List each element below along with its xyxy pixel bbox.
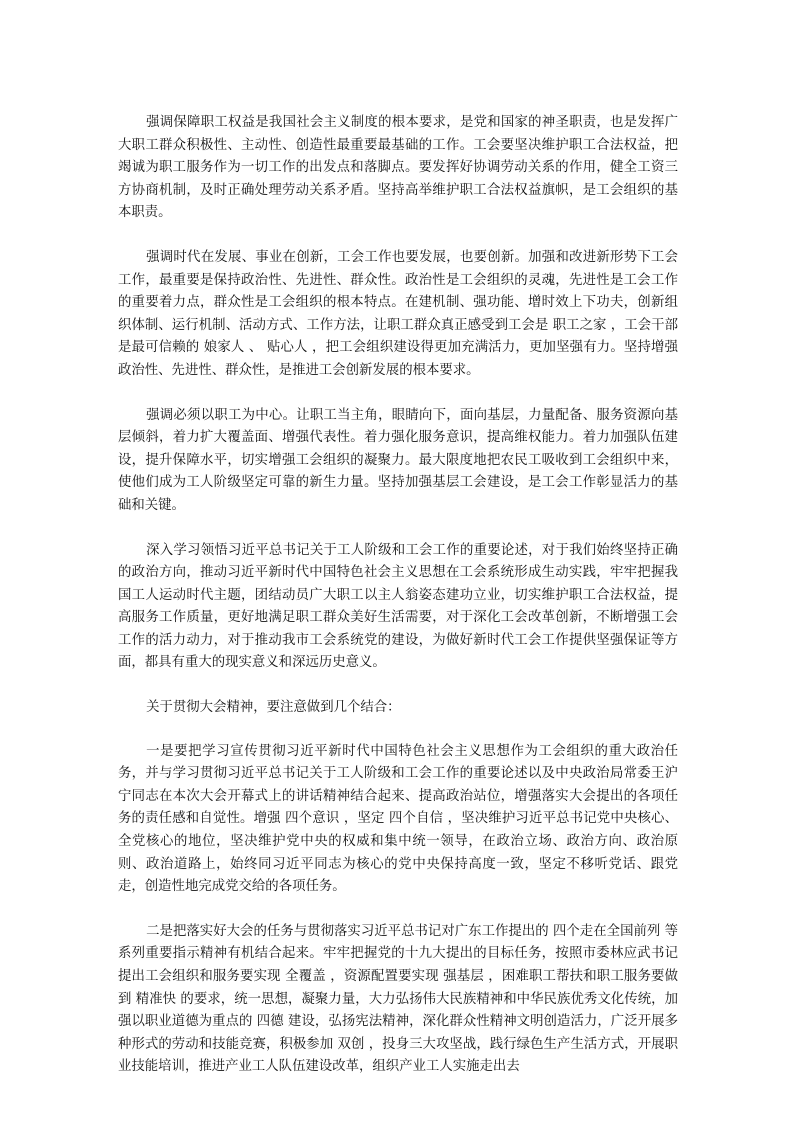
paragraph-worker-centered: 强调必须以职工为中心。让职工当主角，眼睛向下，面向基层，力量配备、服务资源向基层倾斜，着力扩大覆盖面、增强代表性。着力强化服务意识，提高维权能力。着力加强队伍建设，提升保障水平，切实增强工会组织的凝聚力。最大限度地把农民工吸收到工会组织中来，使他们成为工人阶级坚定可靠的新生力量。坚持加强基层工会建设，是工会工作彰显活力的基础和关键。 <box>118 407 678 513</box>
paragraph-study-significance: 深入学习领悟习近平总书记关于工人阶级和工会工作的重要论述，对于我们始终坚持正确的政治方向，推动习近平新时代中国特色社会主义思想在工会系统形成生动实践，牢牢把握我国工人运动时代主题，团结动员广大职工以主人翁姿态建功立业，切实维护职工合法权益，提高服务工作质量，更好地满足职工群众美好生活需要，对于深化工会改革创新，不断增强工会工作的活力动力，对于推动我市工会系统党的建设，为做好新时代工会工作提供坚强保证等方面，都具有重大的现实意义和深远历史意义。 <box>118 542 678 671</box>
document-body <box>118 112 678 1101</box>
paragraph-innovation: 强调时代在发展、事业在创新，工会工作也要发展，也要创新。加强和改进新形势下工会工作，最重要是保持政治性、先进性、群众性。政治性是工会组织的灵魂，先进性是工会工作的重要着力点，群众性是工会组织的根本特点。在建机制、强功能、增时效上下功夫，创新组织体制、运行机制、活动方式、工作方法，让职工群众真正感受到工会是 职工之家 ，工会干部是最可信赖的 娘家人 、 贴心人 ，把工会组织建设得更加充满活力，更加坚强有力。坚持增强政治性、先进性、群众性，是推进工会创新发展的根本要求。 <box>118 249 678 378</box>
paragraph-first-combination: 一是要把学习宣传贯彻习近平新时代中国特色社会主义思想作为工会组织的重大政治任务，并与学习贯彻习近平总书记关于工人阶级和工会工作的重要论述以及中央政治局常委王沪宁同志在本次大会开幕式上的讲话精神结合起来、提高政治站位，增强落实大会提出的各项任务的责任感和自觉性。增强 四个意识 ，坚定 四个自信 ，坚决维护习近平总书记党中央核心、全党核心的地位，坚决维护党中央的权威和集中统一领导，在政治立场、政治方向、政治原则、政治道路上，始终同习近平同志为核心的党中央保持高度一致，坚定不移听党话、跟党走，创造性地完成党交给的各项任务。 <box>118 743 678 895</box>
paragraph-combinations-intro: 关于贯彻大会精神，要注意做到几个结合： <box>146 700 401 716</box>
paragraph-second-combination: 二是把落实好大会的任务与贯彻落实习近平总书记对广东工作提出的 四个走在全国前列 等系列重要指示精神有机结合起来。牢牢把握党的十九大提出的目标任务，按照市委林应武书记提出工会组织和服务要实现 全覆盖 ，资源配置要实现 强基层 ，困难职工帮扶和职工服务要做到 精准快 的要求，统一思想，凝聚力量，大力弘扬伟大民族精神和中华民族优秀文化传统，加强以职业道德为重点的 四德 建设，弘扬宪法精神，深化群众性精神文明创造活力，广泛开展多种形式的劳动和技能竞赛，积极参加 双创 ，投身三大攻坚战，践行绿色生产生活方式，开展职业技能培训，推进产业工人队伍建设改革，组织产业工人实施走出去 <box>118 923 678 1075</box>
paragraph-worker-rights: 强调保障职工权益是我国社会主义制度的根本要求，是党和国家的神圣职责，也是发挥广大职工群众积极性、主动性、创造性最重要最基础的工作。工会要坚决维护职工合法权益，把竭诚为职工服务作为一切工作的出发点和落脚点。要发挥好协调劳动关系的作用，健全工资三方协商机制，及时正确处理劳动关系矛盾。坚持高举维护职工合法权益旗帜，是工会组织的基本职责。 <box>118 115 678 221</box>
